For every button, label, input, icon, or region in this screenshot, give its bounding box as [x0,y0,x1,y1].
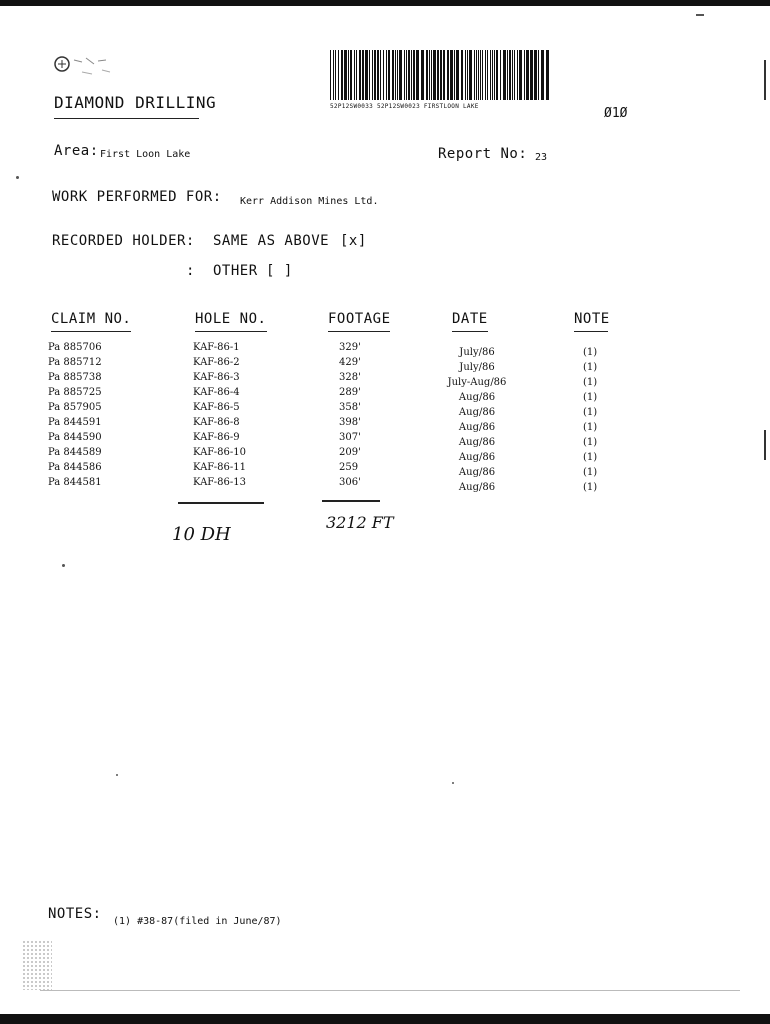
barcode-bar [362,50,364,100]
barcode-bar [411,50,412,100]
area-value: First Loon Lake [100,149,191,160]
barcode-bar [408,50,410,100]
holder-option-same-checkbox: [x] [340,233,367,249]
work-performed-value: Kerr Addison Mines Ltd. [240,196,379,207]
holder-option-other: OTHER [213,263,258,279]
document-title: DIAMOND DRILLING [54,93,217,112]
col-underline-date [452,331,488,332]
barcode-bar [524,50,525,100]
holder-option-same: SAME AS ABOVE [213,233,330,249]
claim-cell: Pa 844586 [48,462,102,473]
barcode-bar [374,50,376,100]
barcode-bar [421,50,424,100]
barcode-bar [467,50,468,100]
barcode-bar [507,50,508,100]
barcode-bar [356,50,357,100]
barcode-bar [500,50,501,100]
barcode-bar [440,50,442,100]
col-underline-note [574,331,608,332]
barcode-bar [433,50,436,100]
holder-option-other-checkbox: [ ] [266,263,293,279]
barcode-bar [469,50,472,100]
col-header-footage: FOOTAGE [328,311,391,327]
date-cell: Aug/86 [458,467,496,478]
note-cell: (1) [583,452,598,463]
hole-cell: KAF-86-8 [193,417,240,428]
report-label: Report No: [438,146,528,162]
date-cell: Aug/86 [458,407,496,418]
footage-cell: 259 [339,462,359,473]
barcode-bar [454,50,455,100]
barcode-bar [526,50,529,100]
claim-cell: Pa 885725 [48,387,102,398]
note-cell: (1) [583,362,598,373]
barcode-bar [482,50,483,100]
barcode-bar [443,50,445,100]
barcode-bar [487,50,488,100]
report-value: 23 [535,152,548,163]
claim-cell: Pa 844589 [48,447,102,458]
top-border [0,0,770,6]
footage-total-rule [322,500,380,502]
barcode-bar [380,50,381,100]
footage-cell: 398' [339,417,361,428]
barcode [330,50,550,100]
hole-cell: KAF-86-13 [193,477,246,488]
note-cell: (1) [583,437,598,448]
barcode-bar [413,50,415,100]
col-header-hole: HOLE NO. [195,311,267,327]
scan-edge-mark [764,60,766,100]
date-cell: Aug/86 [458,392,496,403]
scan-speck [62,564,65,567]
barcode-bar [494,50,495,100]
col-underline-claim [51,331,131,332]
date-cell: Aug/86 [458,452,496,463]
barcode-bar [465,50,466,100]
barcode-bar [330,50,331,100]
col-header-claim: CLAIM NO. [51,311,132,327]
scan-noise [22,940,52,990]
scan-edge-mark [764,430,766,460]
col-header-date: DATE [452,311,488,327]
scan-speck [452,782,454,784]
footage-cell: 289' [339,387,361,398]
barcode-bar [399,50,402,100]
barcode-bar [359,50,361,100]
barcode-bar [369,50,370,100]
barcode-bar [404,50,405,100]
footage-cell: 358' [339,402,361,413]
footage-cell: 429' [339,357,361,368]
scan-speck [696,14,704,16]
footage-cell: 307' [339,432,361,443]
barcode-bar [426,50,428,100]
barcode-bar [392,50,394,100]
footage-cell: 328' [339,372,361,383]
note-cell: (1) [583,347,598,358]
footage-cell: 209' [339,447,361,458]
barcode-bar [365,50,368,100]
hole-cell: KAF-86-5 [193,402,240,413]
barcode-bar [461,50,463,100]
title-underline [54,118,199,119]
scan-speck [116,774,118,776]
date-cell: July-Aug/86 [447,377,507,388]
barcode-bar [485,50,486,100]
barcode-caption: 52P12SW0033 52P12SW0023 FIRSTLOON LAKE [330,103,479,110]
claim-cell: Pa 844591 [48,417,102,428]
page-code: Ø1Ø [604,106,628,121]
note-cell: (1) [583,392,598,403]
barcode-bar [474,50,475,100]
col-header-note: NOTE [574,311,610,327]
barcode-bar [541,50,544,100]
note-cell: (1) [583,482,598,493]
barcode-bar [437,50,439,100]
barcode-bar [514,50,515,100]
claim-cell: Pa 857905 [48,402,102,413]
barcode-bar [372,50,373,100]
barcode-bar [496,50,498,100]
holder-colon: : [186,263,195,279]
date-cell: July/86 [459,347,495,358]
barcode-bar [546,50,549,100]
note-cell: (1) [583,422,598,433]
work-performed-label: WORK PERFORMED FOR: [52,189,222,205]
company-logo [52,52,122,82]
hole-cell: KAF-86-9 [193,432,240,443]
hole-total-rule [178,502,264,504]
barcode-bar [338,50,339,100]
scan-bottom-line [40,990,740,991]
barcode-bar [450,50,453,100]
barcode-bar [517,50,518,100]
hole-cell: KAF-86-11 [193,462,246,473]
date-cell: Aug/86 [458,482,496,493]
claim-cell: Pa 885712 [48,357,102,368]
barcode-bar [456,50,459,100]
barcode-bar [476,50,477,100]
hole-cell: KAF-86-2 [193,357,240,368]
date-cell: July/86 [459,362,495,373]
hole-cell: KAF-86-3 [193,372,240,383]
barcode-bar [429,50,430,100]
barcode-bar [383,50,384,100]
barcode-bar [480,50,481,100]
note-cell: (1) [583,407,598,418]
barcode-bar [350,50,352,100]
barcode-bar [534,50,537,100]
recorded-holder-label: RECORDED HOLDER: [52,233,195,249]
footage-cell: 306' [339,477,361,488]
barcode-bar [512,50,513,100]
barcode-bar [354,50,355,100]
barcode-bar [416,50,419,100]
barcode-bar [530,50,533,100]
barcode-bar [395,50,396,100]
footage-cell: 329' [339,342,361,353]
barcode-bar [509,50,511,100]
notes-text: (1) #38-87(filed in June/87) [113,916,282,927]
scan-speck [16,176,19,179]
barcode-bar [388,50,390,100]
col-underline-footage [328,331,390,332]
barcode-bar [341,50,343,100]
date-cell: Aug/86 [458,422,496,433]
barcode-bar [538,50,539,100]
barcode-bar [490,50,491,100]
barcode-bar [478,50,479,100]
total-holes: 10 DH [172,524,231,545]
bottom-border [0,1014,770,1024]
barcode-bar [492,50,493,100]
barcode-bar [397,50,398,100]
notes-label: NOTES: [48,906,102,922]
total-footage: 3212 FT [326,513,394,532]
claim-cell: Pa 885706 [48,342,102,353]
barcode-bar [377,50,379,100]
claim-cell: Pa 844581 [48,477,102,488]
barcode-bar [519,50,522,100]
hole-cell: KAF-86-4 [193,387,240,398]
barcode-bar [406,50,407,100]
barcode-bar [386,50,387,100]
date-cell: Aug/86 [458,437,496,448]
barcode-bar [344,50,347,100]
note-cell: (1) [583,467,598,478]
barcode-bar [335,50,336,100]
barcode-bar [333,50,334,100]
barcode-bar [447,50,449,100]
hole-cell: KAF-86-1 [193,342,240,353]
hole-cell: KAF-86-10 [193,447,246,458]
barcode-bar [348,50,349,100]
area-label: Area: [54,143,99,159]
claim-cell: Pa 844590 [48,432,102,443]
barcode-bar [431,50,432,100]
col-underline-hole [195,331,267,332]
barcode-bar [503,50,506,100]
note-cell: (1) [583,377,598,388]
claim-cell: Pa 885738 [48,372,102,383]
